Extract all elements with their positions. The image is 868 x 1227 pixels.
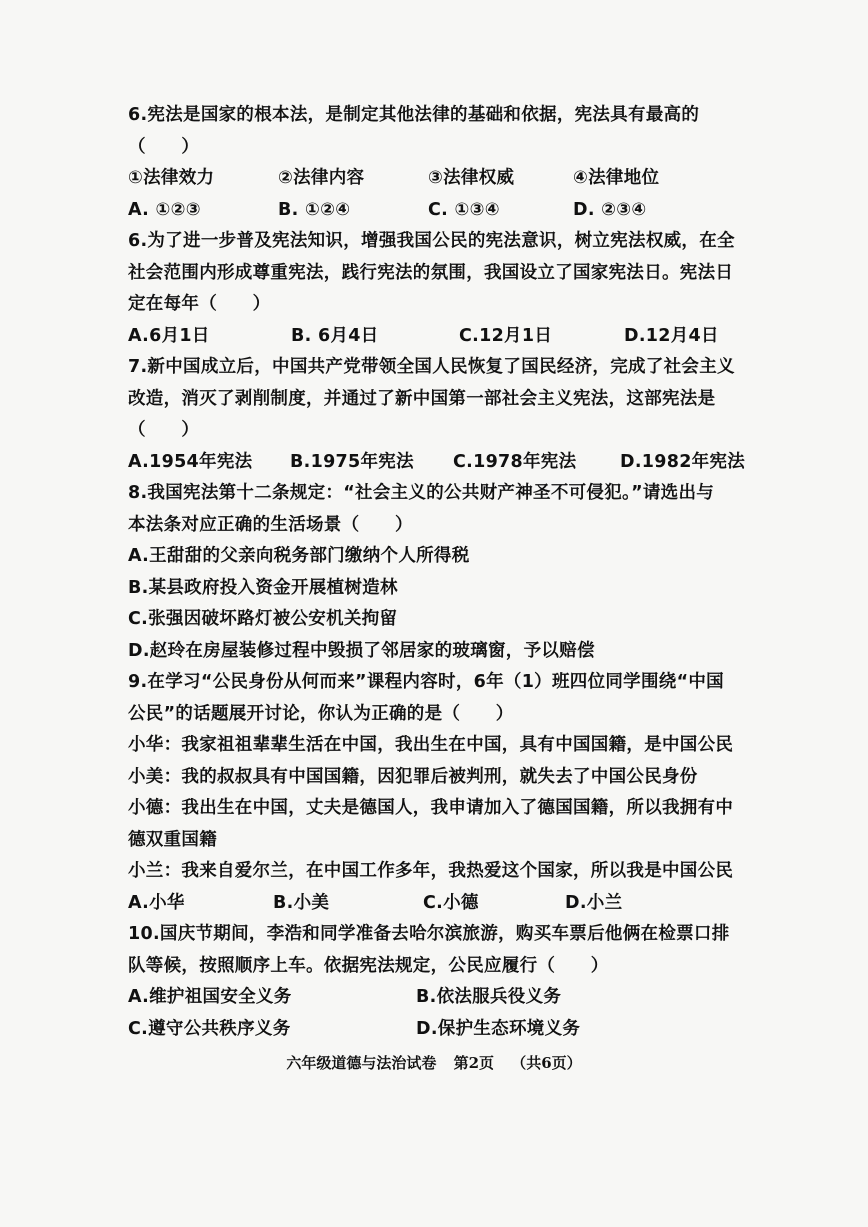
question-stem: 7.新中国成立后，中国共产党带领全国人民恢复了国民经济，完成了社会主义: [128, 357, 735, 377]
question-stem: 队等候，按照顺序上车。依据宪法规定，公民应履行（ ）: [128, 955, 609, 976]
option: A.1954年宪法: [128, 451, 253, 472]
option: C.小德: [423, 892, 479, 913]
option-list: [128, 982, 748, 1014]
option: D.赵玲在房屋装修过程中毁损了邻居家的玻璃窗，予以赔偿: [128, 640, 595, 661]
option: D.1982年宪法: [620, 451, 746, 472]
option: A.王甜甜的父亲向税务部门缴纳个人所得税: [128, 546, 470, 566]
question-stem: 6.宪法是国家的根本法，是制定其他法律的基础和依据，宪法具有最高的: [128, 105, 700, 125]
statement: 小德：我出生在中国，丈夫是德国人，我申请加入了德国国籍，所以我拥有中: [128, 798, 734, 818]
item: ②法律内容: [278, 168, 365, 188]
option: C.1978年宪法: [453, 451, 577, 472]
option-list: [128, 195, 748, 227]
option: A. ①②③: [128, 199, 201, 220]
footer-page-number: 第2页: [453, 1054, 494, 1072]
statement: 小兰：我来自爱尔兰，在中国工作多年，我热爱这个国家，所以我是中国公民: [128, 861, 734, 881]
option: C.12月1日: [459, 325, 553, 346]
option-list: [128, 1014, 748, 1046]
option: B.1975年宪法: [290, 451, 414, 472]
question-stem: 改造，消灭了剥削制度，并通过了新中国第一部社会主义宪法，这部宪法是: [128, 388, 716, 409]
option: C.张强因破坏路灯被公安机关拘留: [128, 609, 398, 629]
option: D.小兰: [565, 892, 623, 913]
question-stem: 公民”的话题展开讨论，你认为正确的是（ ）: [128, 703, 514, 724]
option: A.维护祖国安全义务: [128, 987, 292, 1007]
question-stem: 定在每年（ ）: [128, 294, 271, 314]
question-stem: 9.在学习“公民身份从何而来”课程内容时，6年（1）班四位同学围绕“中国: [128, 672, 724, 692]
option: A.小华: [128, 892, 185, 913]
option-list: [128, 321, 748, 353]
option-list: [128, 888, 748, 920]
question-stem: 10.国庆节期间，李浩和同学准备去哈尔滨旅游，购买车票后他俩在检票口排: [128, 924, 730, 944]
option: D.12月4日: [624, 325, 719, 346]
question-stem: 6.为了进一步普及宪法知识，增强我国公民的宪法意识，树立宪法权威，在全: [128, 231, 735, 251]
option: B. 6月4日: [291, 325, 379, 346]
option: C. ①③④: [428, 199, 500, 220]
question-stem: 8.我国宪法第十二条规定：“社会主义的公共财产神圣不可侵犯。”请选出与: [128, 483, 715, 503]
footer-title: 六年级道德与法治试卷: [286, 1054, 437, 1072]
item-list: [128, 163, 748, 195]
question-stem: 社会范围内形成尊重宪法，践行宪法的氛围，我国设立了国家宪法日。宪法日: [128, 262, 734, 283]
item: ①法律效力: [128, 168, 215, 188]
question-stem: 本法条对应正确的生活场景（ ）: [128, 514, 413, 535]
question-stem: （ ）: [128, 136, 200, 157]
statement: 小华：我家祖祖辈辈生活在中国，我出生在中国，具有中国国籍，是中国公民: [128, 735, 734, 755]
option: D.保护生态环境义务: [416, 1018, 581, 1039]
option: B.某县政府投入资金开展植树造林: [128, 577, 398, 598]
option: D. ②③④: [573, 199, 647, 220]
statement: 德双重国籍: [128, 829, 217, 850]
option: B.小美: [273, 892, 330, 913]
option: B.依法服兵役义务: [416, 987, 562, 1007]
option-list: [128, 447, 748, 479]
option: C.遵守公共秩序义务: [128, 1018, 291, 1039]
option: B. ①②④: [278, 199, 351, 220]
option: A.6月1日: [128, 325, 210, 346]
question-stem: （ ）: [128, 420, 200, 440]
statement: 小美：我的叔叔具有中国国籍，因犯罪后被判刑，就失去了中国公民身份: [128, 766, 698, 787]
item: ④法律地位: [573, 168, 660, 188]
footer-page-total: （共6页）: [511, 1054, 582, 1072]
question-list: [128, 100, 748, 1045]
item: ③法律权威: [428, 168, 515, 188]
page-footer: [0, 1052, 868, 1073]
